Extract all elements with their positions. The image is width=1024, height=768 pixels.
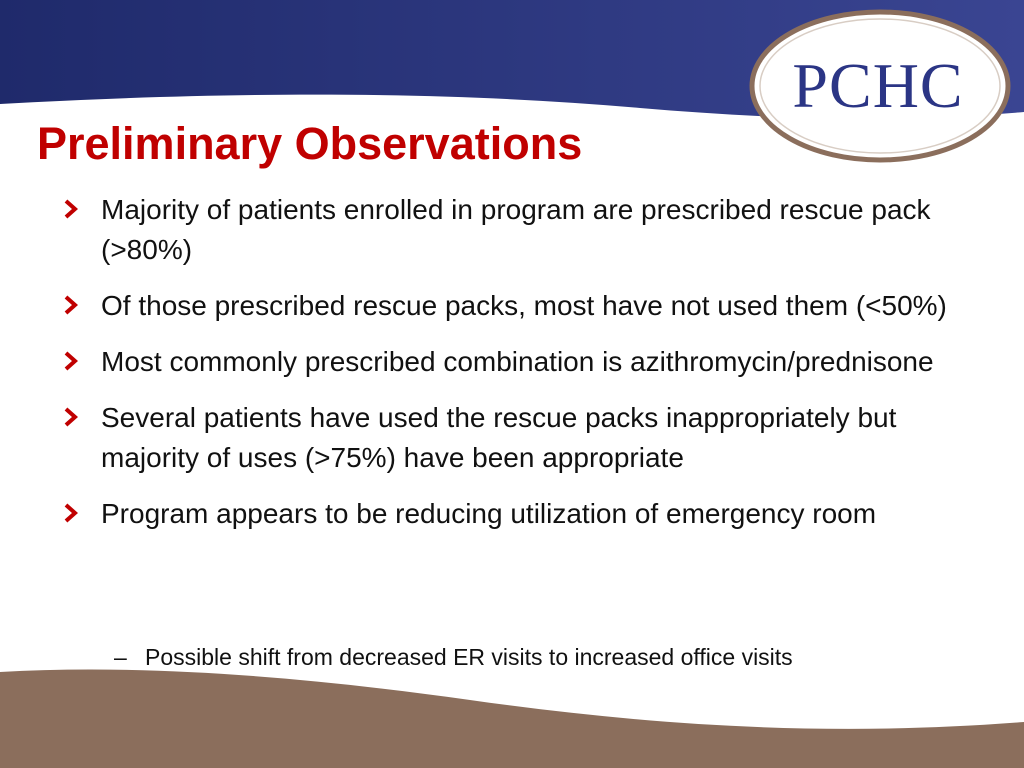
slide-title: Preliminary Observations (37, 118, 583, 169)
bullet-list (64, 190, 994, 550)
chevron-right-icon (64, 407, 78, 427)
chevron-right-icon (64, 503, 78, 523)
chevron-right-icon (64, 199, 78, 219)
sub-bullet-item (114, 641, 793, 673)
pchc-logo: PCHC (792, 50, 964, 121)
dash-marker: – (114, 644, 127, 670)
bullet-item (64, 398, 994, 478)
bullet-text: Program appears to be reducing utilization of emergency room (101, 498, 877, 529)
bullet-text: Of those prescribed rescue packs, most have not used them (<50%) (101, 290, 947, 321)
bullet-item (64, 494, 994, 534)
bullet-text: Several patients have used the rescue packs inappropriately but majority of uses (>75%) have been appropriate (101, 402, 897, 473)
sub-bullet-text: Possible shift from decreased ER visits to increased office visits (145, 644, 793, 670)
bullet-text: Most commonly prescribed combination is azithromycin/prednisone (101, 346, 934, 377)
bullet-item (64, 342, 994, 382)
footer-wave (0, 670, 1024, 768)
chevron-right-icon (64, 295, 78, 315)
chevron-right-icon (64, 351, 78, 371)
bullet-item (64, 286, 994, 326)
bullet-item (64, 190, 994, 270)
bullet-text: Majority of patients enrolled in program are prescribed rescue pack (>80%) (101, 194, 931, 265)
